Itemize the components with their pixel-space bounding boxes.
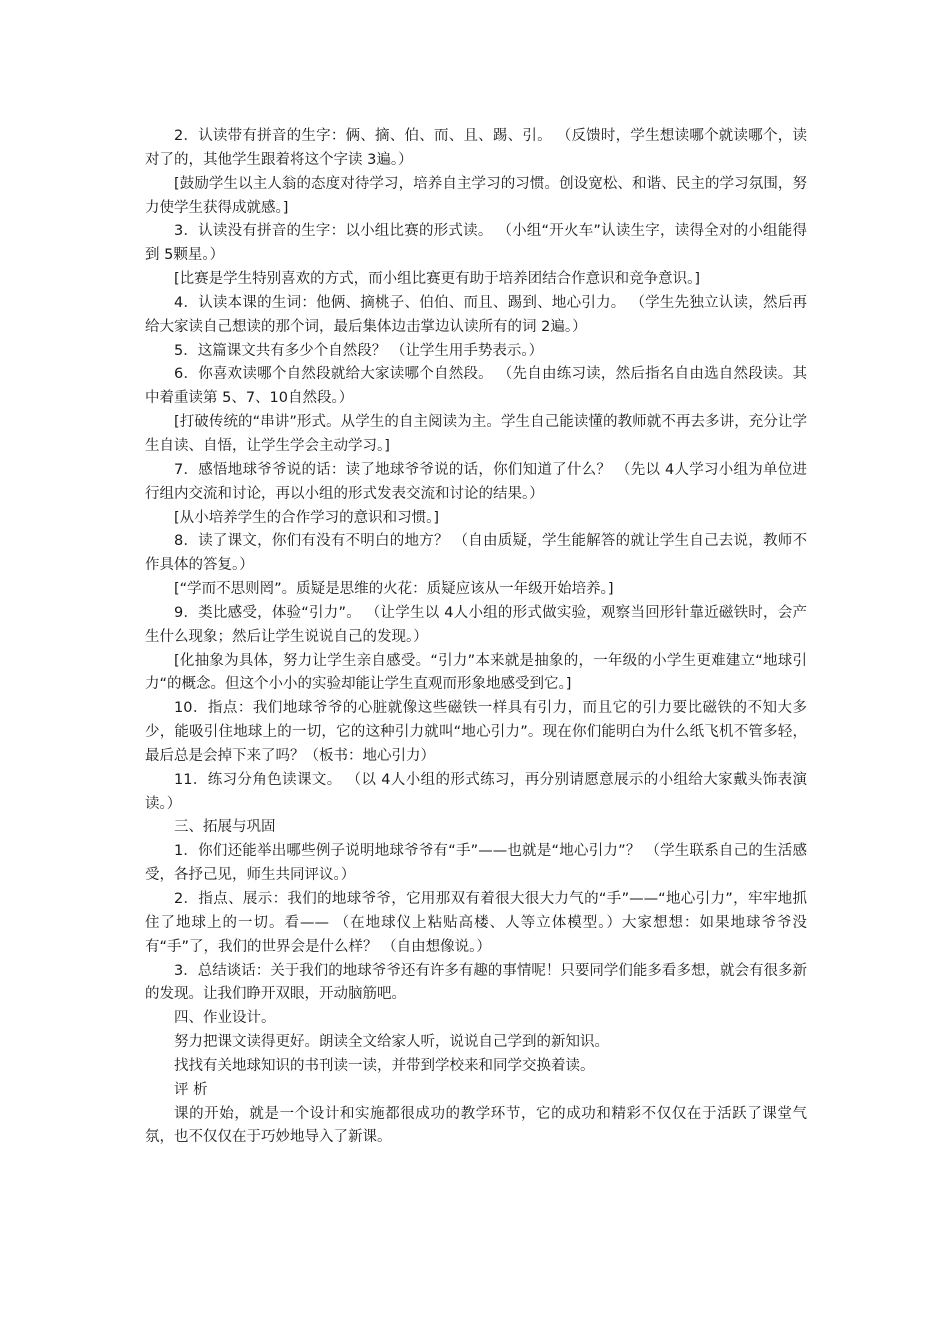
paragraph: [化抽象为具体，努力让学生亲自感受。“引力”本来就是抽象的，一年级的小学生更难建立“地球引力“的概念。但这个小小的实验却能让学生直观而形象地感受到它。] <box>145 652 807 693</box>
paragraph: 6．你喜欢读哪个自然段就给大家读哪个自然段。 （先自由练习读，然后指名自由选自然段读。其中着重读第 5、7、10自然段。） <box>145 366 807 407</box>
paragraph: 11．练习分角色读课文。 （以 4人小组的形式练习，再分别请愿意展示的小组给大家戴头饰表演读。） <box>145 771 807 812</box>
paragraph: [鼓励学生以主人翁的态度对待学习，培养自主学习的习惯。创设宽松、和谐、民主的学习氛围，努力使学生获得成就感。] <box>145 175 807 216</box>
section-heading: 三、拓展与巩固 <box>174 819 276 836</box>
paragraph: 努力把课文读得更好。朗读全文给家人听，说说自己学到的新知识。 <box>174 1034 609 1051</box>
paragraph: 3．认读没有拼音的生字：以小组比赛的形式读。 （小组“开火车”认读生字，读得全对的小组能得到 5颗星。） <box>145 223 807 264</box>
paragraph: 2．指点、展示：我们的地球爷爷，它用那双有着很大很大力气的“手”——“地心引力”，牢牢地抓住了地球上的一切。看—— （在地球仪上粘贴高楼、人等立体模型。）大家想想：如果地球爷爷没有“手”了，我们的世界会是什么样？ （自由想像说。） <box>145 891 807 955</box>
paragraph: [“学而不思则罔”。质疑是思维的火花：质疑应该从一年级开始培养。] <box>174 581 614 598</box>
paragraph: [比赛是学生特别喜欢的方式，而小组比赛更有助于培养团结合作意识和竞争意识。] <box>174 271 701 288</box>
paragraph: 9．类比感受，体验“引力”。 （让学生以 4人小组的形式做实验，观察当回形针靠近磁铁时，会产生什么现象；然后让学生说说自己的发现。） <box>145 604 807 645</box>
paragraph: 5．这篇课文共有多少个自然段？ （让学生用手势表示。） <box>174 342 544 359</box>
section-heading: 四、作业设计。 <box>174 1010 276 1027</box>
document-body <box>145 125 807 1150</box>
paragraph: 3．总结谈话：关于我们的地球爷爷还有许多有趣的事情呢！只要同学们能多看多想，就会有很多新的发现。让我们睁开双眼，开动脑筋吧。 <box>145 962 807 1003</box>
paragraph: 1．你们还能举出哪些例子说明地球爷爷有“手”——也就是“地心引力”？ （学生联系自己的生活感受，各抒己见，师生共同评议。） <box>145 843 807 884</box>
paragraph: 8．读了课文，你们有没有不明白的地方？ （自由质疑，学生能解答的就让学生自己去说，教师不作具体的答复。） <box>145 533 807 574</box>
paragraph: 2．认读带有拼音的生字：俩、摘、伯、而、且、踢、引。 （反馈时，学生想读哪个就读哪个，读对了的，其他学生跟着将这个字读 3遍。） <box>145 128 807 168</box>
paragraph: 10．指点：我们地球爷爷的心脏就像这些磁铁一样具有引力，而且它的引力要比磁铁的不知大多少，能吸引住地球上的一切，它的这种引力就叫“地心引力”。现在你们能明白为什么纸飞机不管多轻，最后总是会掉下来了吗？（板书：地心引力） <box>145 700 807 764</box>
section-heading: 评 析 <box>174 1081 208 1098</box>
paragraph: 4．认读本课的生词：他俩、摘桃子、伯伯、而且、踢到、地心引力。 （学生先独立认读，然后再给大家读自己想读的那个词，最后集体边击掌边认读所有的词 2遍。） <box>145 294 807 335</box>
paragraph: 7．感悟地球爷爷说的话：读了地球爷爷说的话，你们知道了什么？ （先以 4人学习小组为单位进行组内交流和讨论，再以小组的形式发表交流和讨论的结果。） <box>145 461 807 502</box>
paragraph: [打破传统的“串讲”形式。从学生的自主阅读为主。学生自己能读懂的教师就不再去多讲，充分让学生自读、自悟，让学生学会主动学习。] <box>145 414 807 454</box>
paragraph: 课的开始，就是一个设计和实施都很成功的教学环节，它的成功和精彩不仅仅在于活跃了课堂气氛，也不仅仅在于巧妙地导入了新课。 <box>145 1105 807 1146</box>
paragraph: 找找有关地球知识的书刊读一读，并带到学校来和同学交换着读。 <box>174 1057 595 1074</box>
paragraph: [从小培养学生的合作学习的意识和习惯。] <box>174 509 440 526</box>
